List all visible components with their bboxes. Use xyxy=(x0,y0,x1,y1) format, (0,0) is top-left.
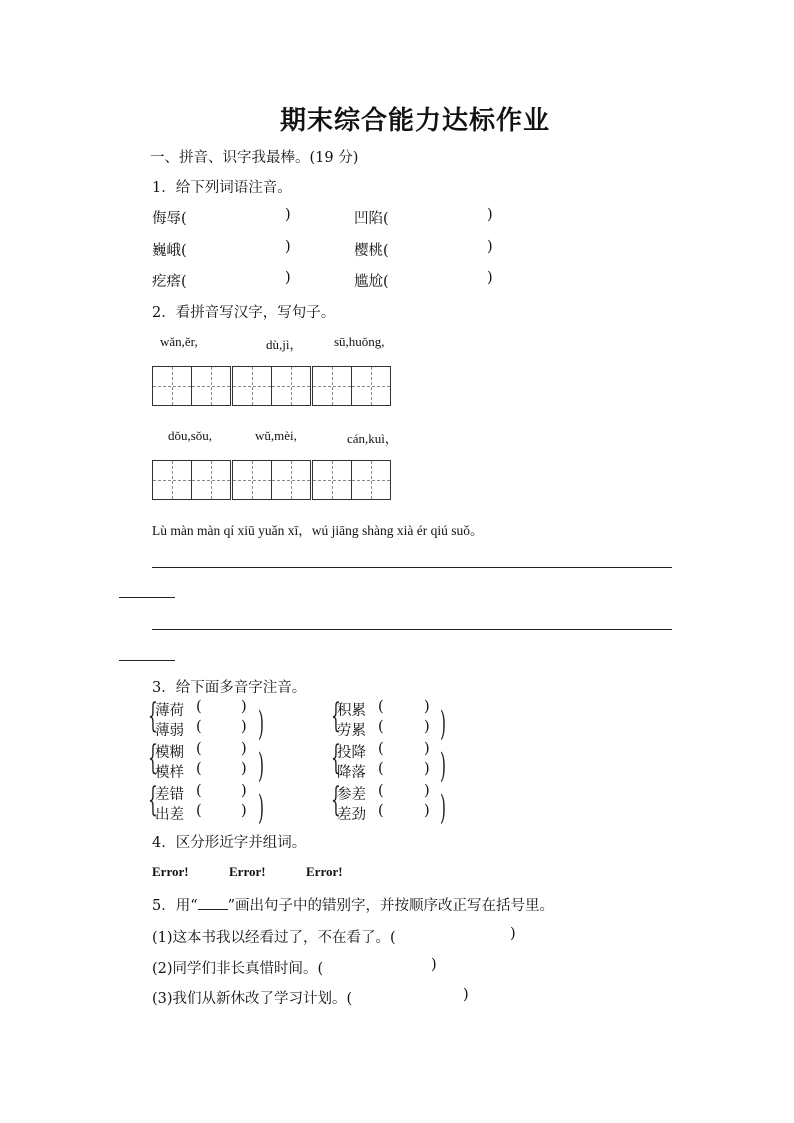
writing-cell[interactable] xyxy=(351,366,391,406)
answer-line[interactable] xyxy=(152,567,672,568)
pinyin-label: dù,jì， xyxy=(266,337,303,352)
word-left: 侮辱( xyxy=(152,211,187,227)
writing-cell[interactable] xyxy=(312,366,352,406)
pinyin-sentence: Lù màn màn qí xiū yuǎn xī，wú jiāng shàng xià ér qiú suǒ。 xyxy=(152,523,484,538)
polyphone-word: 参差 xyxy=(337,787,366,803)
writing-cell[interactable] xyxy=(191,460,231,500)
polyphone-word: 积累 xyxy=(337,703,366,719)
writing-cell[interactable] xyxy=(271,366,311,406)
error-placeholder: Error! xyxy=(306,864,343,879)
page-title: 期末综合能力达标作业 xyxy=(280,106,551,136)
polyphone-word: 薄荷 xyxy=(155,703,184,719)
correction-item: (3)我们从新休改了学习计划。( xyxy=(152,991,353,1007)
paren-close: ) xyxy=(424,719,430,735)
paren-open: ( xyxy=(196,783,202,799)
paren-close: ) xyxy=(431,957,437,973)
word-left: 疙瘩( xyxy=(152,274,187,290)
paren-open: ( xyxy=(196,741,202,757)
writing-cell[interactable] xyxy=(191,366,231,406)
writing-grid[interactable] xyxy=(152,366,390,406)
paren-open: ( xyxy=(378,783,384,799)
polyphone-word: 出差 xyxy=(155,807,184,823)
polyphone-word: 差劲 xyxy=(337,807,366,823)
paren-close: ) xyxy=(487,270,493,286)
paren-close: ) xyxy=(241,719,247,735)
paren-open: ( xyxy=(196,699,202,715)
brace-right: ) xyxy=(440,788,446,828)
polyphone-word: 模样 xyxy=(155,765,184,781)
paren-open: ( xyxy=(378,803,384,819)
writing-cell[interactable] xyxy=(232,460,272,500)
paren-close: ) xyxy=(424,741,430,757)
paren-close: ) xyxy=(241,699,247,715)
polyphone-word: 降落 xyxy=(337,765,366,781)
brace-left: { xyxy=(331,738,341,778)
paren-close: ) xyxy=(424,803,430,819)
paren-close: ) xyxy=(424,761,430,777)
paren-close: ) xyxy=(487,239,493,255)
writing-cell[interactable] xyxy=(271,460,311,500)
brace-right: ) xyxy=(258,788,264,828)
brace-left: { xyxy=(331,780,341,820)
section-heading: 一、拼音、识字我最棒。(19 分) xyxy=(150,150,359,166)
underline-mark xyxy=(198,897,228,910)
paren-close: ) xyxy=(487,207,493,223)
writing-cell[interactable] xyxy=(152,366,192,406)
brace-right: ) xyxy=(440,746,446,786)
pinyin-label: wǎn,ěr, xyxy=(160,334,198,349)
answer-line[interactable] xyxy=(152,629,672,630)
writing-cell[interactable] xyxy=(312,460,352,500)
writing-grid[interactable] xyxy=(152,460,390,500)
paren-open: ( xyxy=(378,719,384,735)
polyphone-word: 差错 xyxy=(155,787,184,803)
pinyin-label: wǔ,mèi, xyxy=(255,428,297,443)
question-2-heading: 2．看拼音写汉字，写句子。 xyxy=(152,305,336,321)
paren-open: ( xyxy=(378,761,384,777)
brace-left: { xyxy=(148,780,158,820)
paren-close: ) xyxy=(285,207,291,223)
brace-left: { xyxy=(148,696,158,736)
word-right: 樱桃( xyxy=(354,243,389,259)
paren-close: ) xyxy=(285,239,291,255)
heading-pre: 5．用“ xyxy=(152,898,198,914)
pinyin-label: cán,kuì， xyxy=(347,431,398,446)
question-5-heading xyxy=(152,894,554,915)
brace-left: { xyxy=(148,738,158,778)
writing-cell[interactable] xyxy=(351,460,391,500)
question-4-heading: 4．区分形近字并组词。 xyxy=(152,835,307,851)
writing-cell[interactable] xyxy=(152,460,192,500)
pinyin-label: dǒu,sǒu, xyxy=(168,428,213,443)
paren-close: ) xyxy=(510,926,516,942)
paren-close: ) xyxy=(241,803,247,819)
paren-close: ) xyxy=(241,741,247,757)
paren-open: ( xyxy=(196,719,202,735)
answer-line[interactable] xyxy=(119,660,175,661)
paren-open: ( xyxy=(378,741,384,757)
polyphone-word: 薄弱 xyxy=(155,723,184,739)
polyphone-word: 投降 xyxy=(337,745,366,761)
correction-item: (1)这本书我以经看过了，不在看了。( xyxy=(152,930,396,946)
paren-open: ( xyxy=(378,699,384,715)
paren-open: ( xyxy=(196,803,202,819)
polyphone-word: 劳累 xyxy=(337,723,366,739)
paren-close: ) xyxy=(285,270,291,286)
brace-right: ) xyxy=(258,704,264,744)
question-3-heading: 3．给下面多音字注音。 xyxy=(152,680,307,696)
brace-left: { xyxy=(331,696,341,736)
paren-close: ) xyxy=(424,783,430,799)
writing-cell[interactable] xyxy=(232,366,272,406)
word-right: 凹陷( xyxy=(354,211,389,227)
paren-open: ( xyxy=(196,761,202,777)
word-right: 尴尬( xyxy=(354,274,389,290)
question-1-heading: 1．给下列词语注音。 xyxy=(152,180,292,196)
heading-post: ”画出句子中的错别字，并按顺序改正写在括号里。 xyxy=(227,898,555,914)
paren-close: ) xyxy=(241,783,247,799)
paren-close: ) xyxy=(424,699,430,715)
error-placeholder: Error! xyxy=(152,864,189,879)
paren-close: ) xyxy=(241,761,247,777)
polyphone-word: 模糊 xyxy=(155,745,184,761)
answer-line[interactable] xyxy=(119,597,175,598)
pinyin-label: sū,huǒng, xyxy=(334,334,385,349)
brace-right: ) xyxy=(440,704,446,744)
brace-right: ) xyxy=(258,746,264,786)
correction-item: (2)同学们非长真惜时间。( xyxy=(152,961,324,977)
paren-close: ) xyxy=(463,987,469,1003)
word-left: 巍峨( xyxy=(152,243,187,259)
error-placeholder: Error! xyxy=(229,864,266,879)
